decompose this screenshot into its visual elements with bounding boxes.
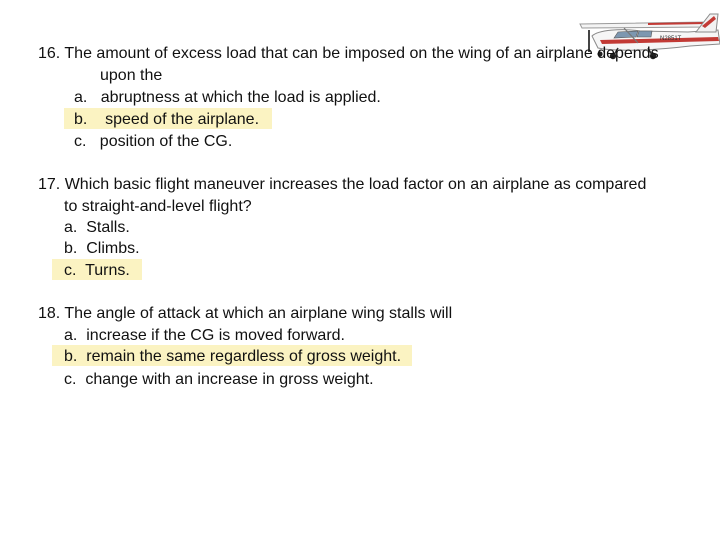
option-c — [64, 261, 130, 281]
option-letter: b. — [64, 240, 78, 257]
question-number: 18. — [38, 305, 61, 322]
option-text: abruptness at which the load is applied. — [100, 89, 381, 106]
option-letter: b. — [74, 111, 88, 128]
question-number: 16. — [38, 45, 61, 62]
question-stem-cont: upon the — [100, 67, 163, 84]
question-stem: Which basic flight maneuver increases the load factor on an airplane as compared — [64, 176, 647, 193]
option-letter: c. — [64, 262, 77, 279]
question-number: 17. — [38, 176, 61, 193]
tail-number: N2851T — [660, 36, 682, 42]
option-letter: b. — [64, 348, 78, 365]
option-letter: a. — [74, 89, 88, 106]
question-stem-cont: to straight-and-level flight? — [64, 198, 252, 215]
option-b — [64, 239, 140, 259]
option-letter: a. — [64, 327, 78, 344]
question-stem: The angle of attack at which an airplane wing stalls will — [64, 305, 453, 322]
option-text: increase if the CG is moved forward. — [86, 327, 345, 344]
option-text: Turns. — [85, 262, 130, 279]
option-c — [64, 370, 374, 390]
option-text: Climbs. — [86, 240, 140, 257]
option-letter: a. — [64, 219, 78, 236]
option-text: change with an increase in gross weight. — [85, 371, 374, 388]
option-a — [64, 218, 130, 238]
option-a — [74, 88, 381, 108]
option-b — [64, 347, 401, 367]
option-letter: c. — [74, 133, 87, 150]
option-c — [74, 132, 232, 152]
option-text: remain the same regardless of gross weight. — [86, 348, 402, 365]
option-text: speed of the airplane. — [105, 111, 260, 128]
option-letter: c. — [64, 371, 77, 388]
option-text: position of the CG. — [99, 133, 233, 150]
option-a — [64, 326, 345, 346]
option-text: Stalls. — [86, 219, 130, 236]
question-stem: The amount of excess load that can be imposed on the wing of an airplane depends — [64, 45, 659, 62]
option-b — [74, 110, 259, 130]
